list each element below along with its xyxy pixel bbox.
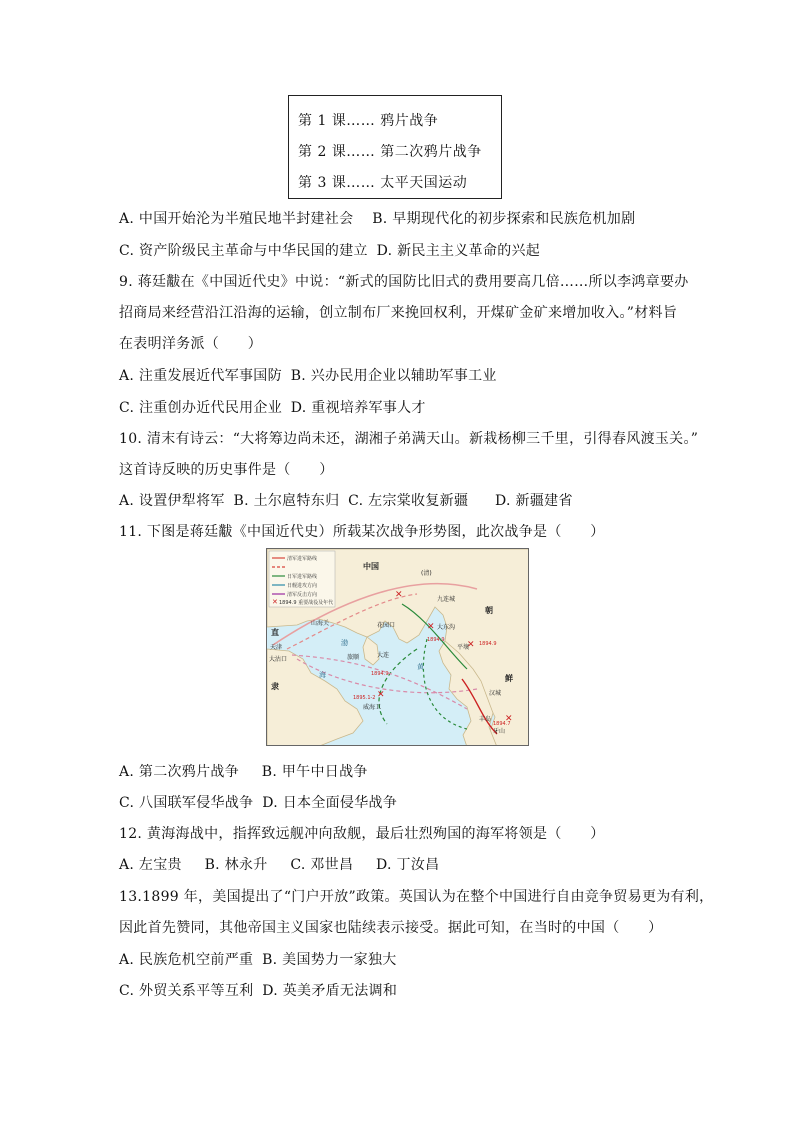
q13-option-c[interactable]: C. 外贸关系平等互利 — [119, 983, 254, 999]
svg-text:✕: ✕ — [395, 590, 403, 600]
q8-options-row2 — [119, 240, 540, 260]
map-label-chao: 朝 — [485, 606, 493, 615]
map-label-yashan: 牙山 — [493, 728, 506, 735]
q11-stem: 11. 下图是蒋廷黻《中国近代史）所载某次战争形势图，此次战争是（ ） — [119, 524, 605, 540]
q8-option-b[interactable]: B. 早期现代化的初步探索和民族危机加剧 — [372, 211, 636, 227]
map-label-china: 中国 — [363, 562, 379, 571]
svg-text:✕: ✕ — [505, 714, 513, 724]
q12-option-b[interactable]: B. 林永升 — [204, 857, 268, 873]
q13-stem-line1: 13.1899 年，美国提出了“门户开放”政策。英国认为在整个中国进行自由竞争贸易更为有利， — [119, 889, 714, 905]
map-label-tianjin: 天津 — [270, 644, 283, 651]
svg-text:✕: ✕ — [272, 598, 278, 606]
q13-option-b[interactable]: B. 美国势力一家独大 — [262, 952, 397, 968]
map-date: 1894.9 — [371, 671, 389, 677]
q13-option-d[interactable]: D. 英美矛盾无法调和 — [262, 983, 398, 999]
map-label-xian: 鲜 — [505, 674, 513, 683]
q13-options-row1 — [119, 949, 397, 969]
svg-text:✕: ✕ — [467, 640, 475, 650]
map-label-lushun: 旅顺 — [347, 654, 360, 661]
q9-option-d[interactable]: D. 重视培养军事人才 — [290, 400, 426, 416]
legend-item: 日军进军路线 — [287, 574, 318, 580]
svg-text:✕: ✕ — [427, 622, 435, 632]
lesson-3: 第 3 课…… 太平天国运动 — [298, 175, 468, 191]
q12-stem: 12. 黄海海战中，指挥致远舰冲向敌舰，最后壮烈殉国的海军将领是（ ） — [119, 826, 605, 842]
map-label-huayuankou: 花园口 — [377, 622, 396, 629]
q8-option-d[interactable]: D. 新民主主义革命的兴起 — [376, 243, 541, 259]
q11-option-b[interactable]: B. 甲午中日战争 — [261, 764, 368, 780]
q11-options-row2 — [119, 792, 397, 812]
map-date: 1894.9 — [479, 641, 497, 647]
map-label-dagukou: 大沽口 — [269, 656, 288, 663]
lesson-table — [288, 95, 502, 199]
q13-options-row2 — [119, 980, 397, 1000]
q10-stem-line1: 10. 清末有诗云：“大将筹边尚未还，湖湘子弟满天山。新栽杨柳三千里，引得春风渡玉关。” — [119, 431, 699, 447]
q9-options-row2 — [119, 397, 426, 417]
map-date: 1894.7 — [493, 721, 511, 727]
legend-item: 清军反击方向 — [287, 592, 318, 598]
svg-text:✕: ✕ — [377, 690, 385, 700]
map-label-jiuliancheng: 九连城 — [437, 596, 456, 603]
q12-option-a[interactable]: A. 左宝贵 — [119, 857, 182, 873]
map-label-hancheng: 汉城 — [489, 690, 502, 697]
q11-options-row1 — [119, 761, 368, 781]
q12-option-d[interactable]: D. 丁汝昌 — [376, 857, 440, 873]
map-date: 1894.9 — [427, 637, 445, 643]
lesson-1: 第 1 课…… 鸦片战争 — [298, 113, 439, 129]
q10-option-b[interactable]: B. 土尔扈特东归 — [233, 493, 340, 509]
q10-option-a[interactable]: A. 设置伊犁将军 — [119, 493, 225, 509]
war-situation-map — [266, 548, 529, 746]
lesson-2: 第 2 课…… 第二次鸦片战争 — [298, 144, 482, 160]
q10-options-row — [119, 490, 573, 510]
map-label-huang: 黄 — [417, 663, 424, 671]
map-label-dadonggou: 大东沟 — [437, 624, 456, 631]
map-label-weihaiwei: 威海卫 — [363, 704, 382, 711]
q9-option-c[interactable]: C. 注重创办近代民用企业 — [119, 400, 283, 416]
legend-item: 日舰进攻方向 — [287, 583, 318, 589]
q10-option-c[interactable]: C. 左宗棠收复新疆 — [348, 493, 469, 509]
q12-options-row — [119, 854, 439, 874]
q10-option-d[interactable]: D. 新疆建省 — [495, 493, 573, 509]
map-label-li: 隶 — [271, 682, 279, 691]
q11-option-c[interactable]: C. 八国联军侵华战争 — [119, 795, 254, 811]
map-label-pingrang: 平壤 — [457, 644, 470, 651]
map-label-shanhaiguan: 山海关 — [311, 620, 330, 627]
q13-stem-line2: 因此首先赞同，其他帝国主义国家也陆续表示接受。据此可知，在当时的中国（ ） — [119, 920, 663, 936]
q9-stem-line1: 9. 蒋廷黻在《中国近代史》中说：“新式的国防比旧式的费用要高几倍……所以李鸿章要办 — [119, 274, 689, 290]
q9-options-row1 — [119, 365, 497, 385]
q13-option-a[interactable]: A. 民族危机空前严重 — [119, 952, 254, 968]
q9-option-b[interactable]: B. 兴办民用企业以辅助军事工业 — [290, 368, 497, 384]
legend-item: 清军进军路线 — [287, 556, 318, 562]
map-date: 1895.1-2 — [353, 695, 376, 701]
q11-option-a[interactable]: A. 第二次鸦片战争 — [119, 764, 240, 780]
q10-stem-line2: 这首诗反映的历史事件是（ ） — [119, 462, 334, 478]
map-label-qing: (清) — [421, 570, 432, 577]
q11-option-d[interactable]: D. 日本全面侵华战争 — [262, 795, 398, 811]
q9-option-a[interactable]: A. 注重发展近代军事国防 — [119, 368, 282, 384]
map-label-sea: 海 — [319, 671, 326, 679]
map-label-dalian: 大连 — [377, 652, 390, 659]
q8-option-a[interactable]: A. 中国开始沦为半殖民地半封建社会 — [119, 211, 354, 227]
legend-item: 1894.9 重要战役及年代 — [279, 600, 334, 606]
q9-stem-line3: 在表明洋务派（ ） — [119, 336, 262, 352]
q9-stem-line2: 招商局来经营沿江沿海的运输，创立制布厂来挽回权利，开煤矿金矿来增加收入。”材料旨 — [119, 305, 678, 321]
q8-option-c[interactable]: C. 资产阶级民主革命与中华民国的建立 — [119, 243, 368, 259]
q12-option-c[interactable]: C. 邓世昌 — [290, 857, 354, 873]
q8-options-row1 — [119, 208, 635, 228]
map-label-bohai: 渤 — [341, 639, 348, 647]
map-label-fengdao: 丰岛 — [479, 716, 492, 723]
map-label-zhi: 直 — [271, 628, 279, 637]
